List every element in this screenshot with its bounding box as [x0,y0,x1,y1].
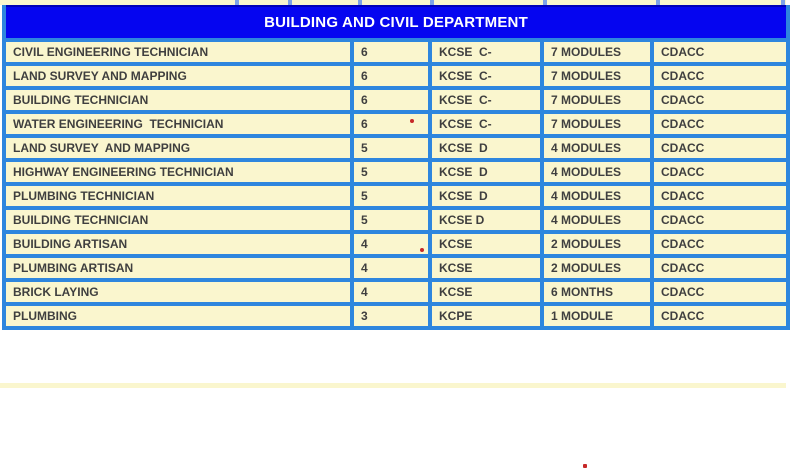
cell-entry-requirement: KCSE [430,232,542,256]
cell-course: BUILDING ARTISAN [4,232,352,256]
cell-entry-requirement: KCSE [430,280,542,304]
cell-level: 4 [352,232,430,256]
table-row [4,64,788,88]
cell-duration: 2 MODULES [542,232,652,256]
cell-duration: 7 MODULES [542,40,652,64]
table-row [4,208,788,232]
red-dot-marker [410,119,414,123]
cell-entry-requirement: KCPE [430,304,542,328]
table-row [4,304,788,328]
cell-duration: 4 MODULES [542,160,652,184]
cell-level: 4 [352,280,430,304]
cell-course: LAND SURVEY AND MAPPING [4,136,352,160]
cell-level: 5 [352,208,430,232]
cell-course: BUILDING TECHNICIAN [4,88,352,112]
cell-duration: 2 MODULES [542,256,652,280]
cell-entry-requirement: KCSE D [430,160,542,184]
department-title: BUILDING AND CIVIL DEPARTMENT [4,6,788,40]
cell-examining-body: CDACC [652,40,788,64]
cell-course: PLUMBING TECHNICIAN [4,184,352,208]
cell-entry-requirement: KCSE [430,256,542,280]
cell-level: 3 [352,304,430,328]
cell-examining-body: CDACC [652,112,788,136]
cell-course: PLUMBING ARTISAN [4,256,352,280]
cell-examining-body: CDACC [652,304,788,328]
cell-entry-requirement: KCSE C- [430,64,542,88]
cell-duration: 6 MONTHS [542,280,652,304]
table-row [4,160,788,184]
cell-duration: 7 MODULES [542,88,652,112]
cell-course: HIGHWAY ENGINEERING TECHNICIAN [4,160,352,184]
cell-examining-body: CDACC [652,280,788,304]
cell-level: 4 [352,256,430,280]
red-dot-marker [583,464,587,468]
table-row [4,280,788,304]
table-row [4,184,788,208]
table-row [4,232,788,256]
cell-level: 6 [352,40,430,64]
cell-level: 5 [352,136,430,160]
cell-level: 5 [352,160,430,184]
cell-examining-body: CDACC [652,64,788,88]
table-row [4,112,788,136]
table-row [4,40,788,64]
cell-duration: 7 MODULES [542,64,652,88]
table-header-row [4,6,788,40]
cell-entry-requirement: KCSE C- [430,88,542,112]
cell-course: PLUMBING [4,304,352,328]
cell-duration: 4 MODULES [542,136,652,160]
cell-examining-body: CDACC [652,160,788,184]
table-row [4,136,788,160]
table-bottom-strip [0,383,786,388]
cell-duration: 4 MODULES [542,208,652,232]
cell-course: BRICK LAYING [4,280,352,304]
table-row [4,88,788,112]
cell-course: WATER ENGINEERING TECHNICIAN [4,112,352,136]
cell-entry-requirement: KCSE D [430,136,542,160]
cell-level: 6 [352,112,430,136]
table-row [4,256,788,280]
cell-examining-body: CDACC [652,136,788,160]
department-course-table [2,5,790,330]
table-body [4,40,788,328]
cell-duration: 1 MODULE [542,304,652,328]
cell-examining-body: CDACC [652,232,788,256]
cell-level: 6 [352,88,430,112]
cell-examining-body: CDACC [652,184,788,208]
cell-course: LAND SURVEY AND MAPPING [4,64,352,88]
cell-entry-requirement: KCSE C- [430,112,542,136]
cell-course: CIVIL ENGINEERING TECHNICIAN [4,40,352,64]
cell-entry-requirement: KCSE C- [430,40,542,64]
cell-entry-requirement: KCSE D [430,184,542,208]
cell-examining-body: CDACC [652,208,788,232]
cell-course: BUILDING TECHNICIAN [4,208,352,232]
cell-examining-body: CDACC [652,88,788,112]
cell-level: 6 [352,64,430,88]
cell-entry-requirement: KCSE D [430,208,542,232]
red-dot-marker [420,248,424,252]
cell-duration: 4 MODULES [542,184,652,208]
cell-duration: 7 MODULES [542,112,652,136]
cell-examining-body: CDACC [652,256,788,280]
cell-level: 5 [352,184,430,208]
